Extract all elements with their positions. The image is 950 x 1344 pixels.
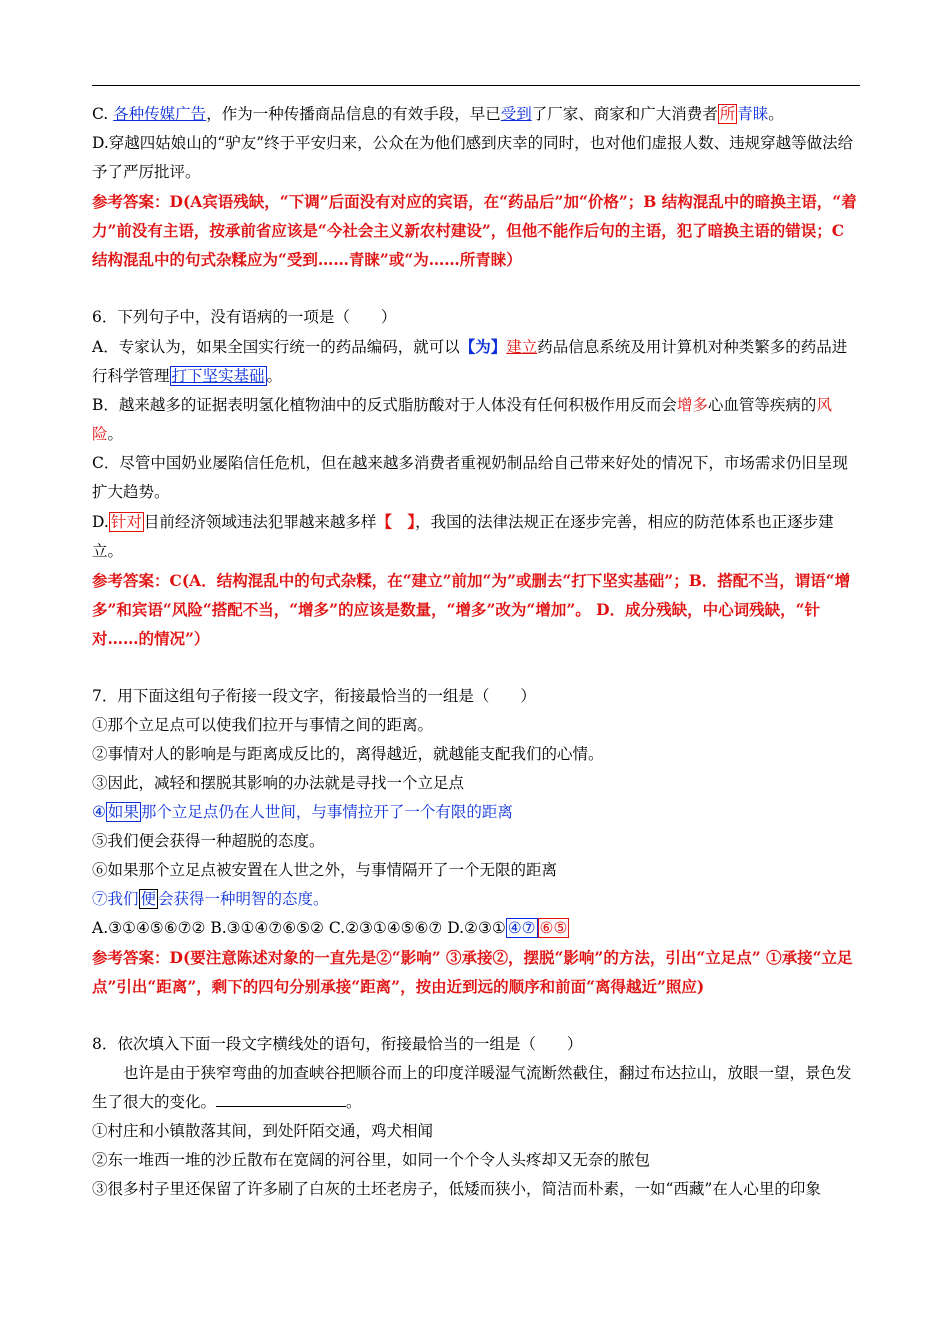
q7-sentence-4: ④ 如果 那个立足点仍在人世间，与事情拉开了一个有限的距离 (92, 803, 513, 821)
q7-stem: 7．用下面这组句子衔接一段文字，衔接最恰当的一组是（ ） (92, 687, 536, 705)
q6-stem: 6．下列句子中，没有语病的一项是（ ） (92, 308, 397, 326)
q8-sentence-2: ②东一堆西一堆的沙丘散布在宽阔的河谷里，如同一个个令人头疼却又无奈的脓包 (92, 1151, 651, 1169)
q8-sentence-3: ③很多村子里还保留了许多刷了白灰的土坯老房子，低矮而狭小，简洁而朴素，一如“西藏”在人心里的印象 (92, 1180, 821, 1198)
q7-sentence-3: ③因此，减轻和摆脱其影响的办法就是寻找一个立足点 (92, 774, 465, 792)
q7-answer: 参考答案：D(要注意陈述对象的一直先是②“影响” ③承接②，摆脱“影响”的方法，引出“立足点” ①承接“立足点”引出“距离”，剩下的四句分别承接“距离”，按由近到远的顺序和前面“离得越近”照应) (92, 948, 853, 996)
q7-options: A.③①④⑤⑥⑦② B.③①④⑦⑥⑤② C.②③①④⑤⑥⑦ D.②③① ④⑦ ⑥⑤ (92, 919, 568, 937)
q6-answer: 参考答案：C(A．结构混乱中的句式杂糅，在“建立”前加“为”或删去“打下坚实基础”；B．搭配不当，谓语“增多”和宾语“风险“搭配不当，“增多”的应该是数量，“增多”改为“增加”。 D．成分残缺，中心词残缺，“针对……的情况”） (92, 571, 851, 648)
answer-blank (216, 1088, 346, 1107)
q7-sentence-1: ①那个立足点可以使我们拉开与事情之间的距离。 (92, 716, 434, 734)
q6-option-c: C．尽管中国奶业屡陷信任危机，但在越来越多消费者重视奶制品给自己带来好处的情况下，市场需求仍旧呈现扩大趋势。 (92, 454, 848, 501)
q6-option-b: B．越来越多的证据表明氢化植物油中的反式脂肪酸对于人体没有任何积极作用反而会增多心血管等疾病的风险。 (92, 396, 832, 443)
q7-sentence-2: ②事情对人的影响是与距离成反比的，离得越近，就越能支配我们的心情。 (92, 745, 604, 763)
q8-passage: 也许是由于狭窄弯曲的加查峡谷把顺谷而上的印度洋暖湿气流断然截住，翻过布达拉山，放眼一望，景色发生了很大的变化。 。 (92, 1064, 852, 1111)
q8-sentence-1: ①村庄和小镇散落其间，到处阡陌交通，鸡犬相闻 (92, 1122, 434, 1140)
q7-sentence-6: ⑥如果那个立足点被安置在人世之外，与事情隔开了一个无限的距离 (92, 861, 558, 879)
header-rule (92, 85, 860, 86)
document-body (92, 100, 862, 1204)
q5-option-c: C. 各种传媒广告，作为一种传播商品信息的有效手段，早已受到了厂家、商家和广大消费者 所 青睐。 (92, 105, 784, 123)
q7-sentence-5: ⑤我们便会获得一种超脱的态度。 (92, 832, 325, 850)
q5-option-d: D.穿越四姑娘山的“驴友”终于平安归来，公众在为他们感到庆幸的同时，也对他们虚报人数、违规穿越等做法给予了严厉批评。 (92, 134, 854, 181)
q5-answer: 参考答案：D(A宾语残缺，“下调”后面没有对应的宾语，在“药品后”加“价格”；B 结构混乱中的暗换主语，“着力”前没有主语，按承前省应该是“今社会主义新农村建设”，但他不能作后句的主语，犯了暗换主语的错误；C 结构混乱中的句式杂糅应为“受到……青睐”或“为……所青睐） (92, 192, 857, 269)
q7-sentence-7: ⑦我们 便 会获得一种明智的态度。 (92, 890, 329, 908)
q6-option-d: D. 针对 目前经济领域违法犯罪越来越多样【 】，我国的法律法规正在逐步完善，相应的防范体系也正逐步建立。 (92, 512, 834, 560)
q8-stem: 8．依次填入下面一段文字横线处的语句，衔接最恰当的一组是（ ） (92, 1035, 583, 1053)
q6-option-a: A．专家认为，如果全国实行统一的药品编码，就可以【为】建立药品信息系统及用计算机对种类繁多的药品进行科学管理 打下坚实基础 。 (92, 337, 848, 385)
